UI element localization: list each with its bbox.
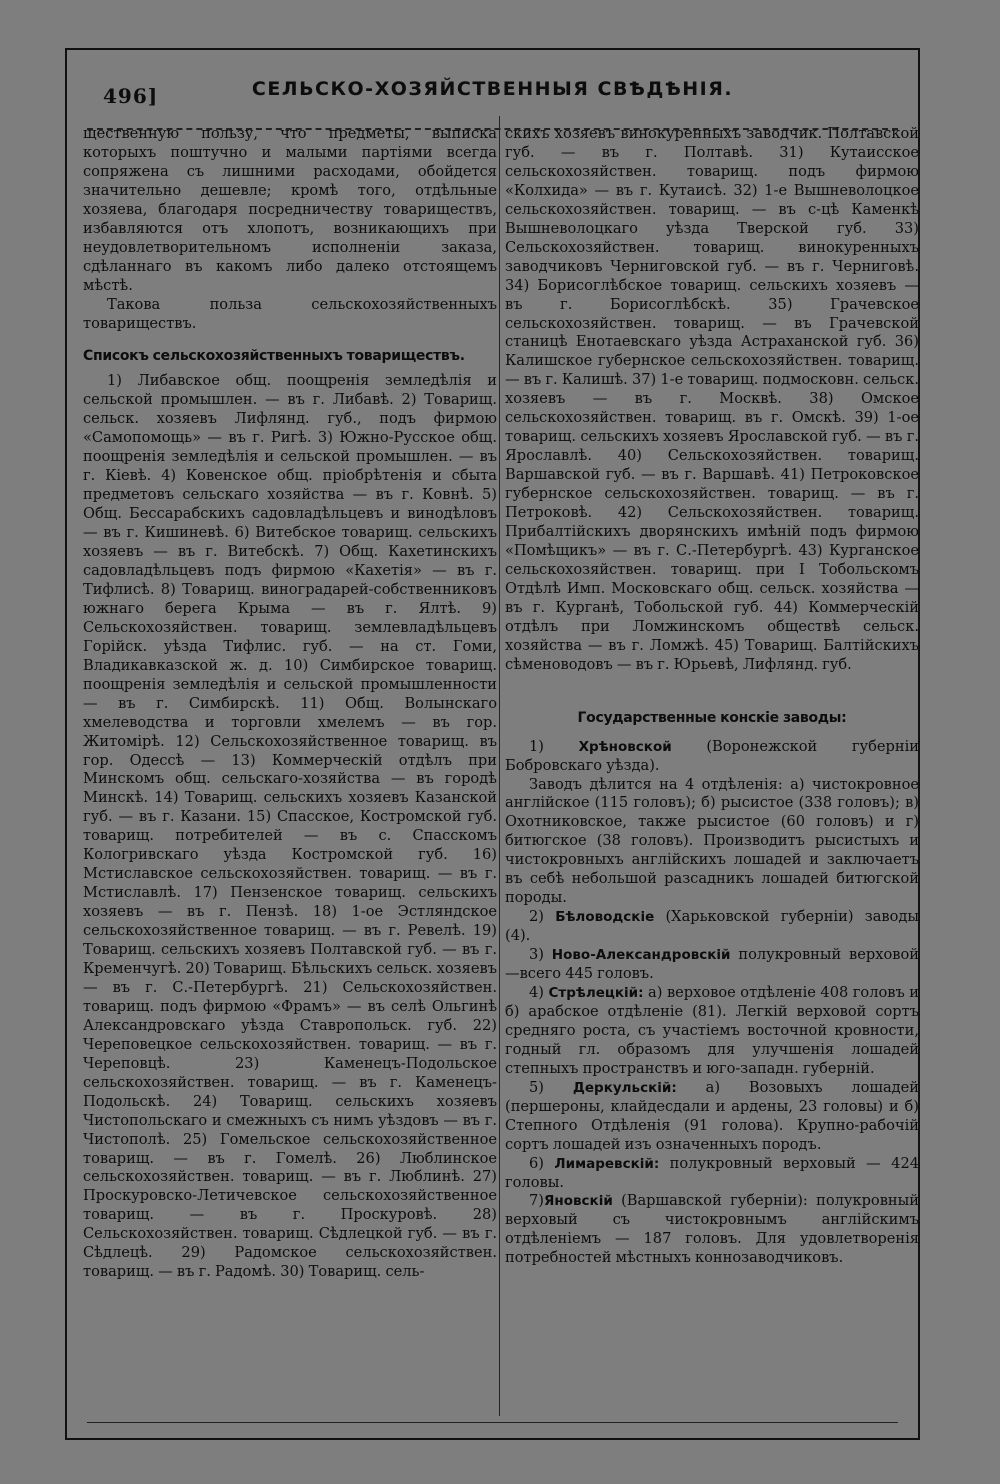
left-column	[83, 125, 497, 1282]
running-title: СЕЛЬСКО-ХОЗЯЙСТВЕННЫЯ СВѢДѢНІЯ.	[251, 78, 734, 100]
bottom-rule	[87, 1422, 898, 1423]
stud-farm-item	[505, 946, 919, 984]
stud-farm-text: Заводъ дѣлится на 4 отдѣленія: а) чистокровное англійское (115 головъ); б) рысистое (338 головъ); в) Охотниковское, также рысистое (60 головъ) и г) битюгское (38 головъ). Производитъ рысистыхъ и чистокровныхъ англійскихъ лошадей и заключаетъ въ себѣ небольшой разсадникъ лошадей битюгской породы.	[505, 775, 919, 907]
item-number: 3)	[529, 946, 544, 964]
section-heading-cooperatives: Списокъ сельскохозяйственныхъ товариществъ.	[83, 348, 465, 365]
item-number: 2)	[529, 908, 544, 926]
cooperatives-list: 1) Либавское общ. поощренія земледѣлія и сельской промышлен. — въ г. Либавѣ. 2) Товарищ. сельск. хозяевъ Лифлянд. губ., подъ фирмою «Самопомощь» — въ г. Ригѣ. 3) Южно-Русское общ. поощренія земледѣлія и сельской промышлен. — въ г. Кіевѣ. 4) Ковенское общ. пріобрѣтенія и сбыта предметовъ сельскаго хозяйства — въ г. Ковнѣ. 5) Общ. Бессарабскихъ садовладѣльцевъ и винодѣловъ — въ г. Кишиневѣ. 6) Витебское товарищ. сельскихъ хозяевъ — въ г. Витебскѣ. 7) Общ. Кахетинскихъ садовладѣльцевъ подъ фирмою «Кахетія» — въ г. Тифлисѣ. 8) Товарищ. виноградарей-собственниковъ южнаго берега Крыма — въ г. Ялтѣ. 9) Сельскохозяйствен. товарищ. землевладѣльцевъ Горійск. уѣзда Тифлис. губ. — на ст. Гоми, Владикавказской ж. д. 10) Симбирское товарищ. поощренія земледѣлія и сельской промышленности — въ г. Симбирскѣ. 11) Общ. Волынскаго хмелеводства и торговли хмелемъ — въ гор. Житомірѣ. 12) Сельскохозяйственное товарищ. въ гор. Одессѣ — 13) Коммерческій отдѣлъ при Минскомъ общ. сельскаго-хозяйства — въ городѣ Минскѣ. 14) Товарищ. сельскихъ хозяевъ Казанской губ. — въ г. Казани. 15) Спасское, Костромской губ. товарищ. потребителей — въ с. Спасскомъ Кологривскаго уѣзда Костромской губ. 16) Мстиславское сельскохозяйствен. товарищ. — въ г. Мстиславлѣ. 17) Пензенское товарищ. сельскихъ хозяевъ — въ г. Пензѣ. 18) 1-ое Эстляндское сельскохозяйственное товарищ. — въ г. Ревелѣ. 19) Товарищ. сельскихъ хозяевъ Полтавской губ. — въ г. Кременчугѣ. 20) Товарищ. Бѣльскихъ сельск. хозяевъ — въ г. С.-Петербургѣ. 21) Сельскохозяйствен. товарищ. подъ фирмою «Фрамъ» — въ селѣ Ольгинѣ Александровскаго уѣзда Ставропольск. губ. 22) Череповецкое сельскохозяйствен. товарищ. — въ г. Череповцѣ. 23) Каменецъ-Подольское сельскохозяйствен. товарищ. — въ г. Каменецъ-Подольскѣ. 24) Товарищ. сельскихъ хозяевъ Чистопольскаго и смежныхъ съ нимъ уѣздовъ — въ г. Чистополѣ. 25) Гомельское сельскохозяйственное товарищ. — въ г. Гомелѣ. 26) Люблинское сельскохозяйствен. товарищ. — въ г. Люблинѣ. 27) Проскуровско-Летичевское сельскохозяйственное товарищ. — въ г. Проскуровѣ. 28) Сельскохозяйствен. товарищ. Сѣдлецкой губ. — въ г. Сѣдлецѣ. 29) Радомское сельскохозяйствен. товарищ. — въ г. Радомѣ. 30) Товарищ. сель-	[83, 372, 497, 1281]
item-number: 6)	[529, 1154, 544, 1172]
intro-paragraph: щественную пользу, что предметы, выписка которыхъ поштучно и малыми партіями всегда сопряжена съ лишними расходами, обойдется значительно дешевле; кромѣ того, отдѣльные хозяева, благодаря посредничеству товариществъ, избавляются отъ хлопотъ, возникающихъ при неудовлетворительномъ исполненіи заказа, сдѣланнаго въ какомъ либо далеко отстоящемъ мѣстѣ.	[83, 125, 497, 294]
stud-farm-item	[505, 1079, 919, 1155]
stud-farm-name: Бѣловодскіе	[555, 909, 655, 926]
cooperatives-list-continued: скихъ хозяевъ винокуренныхъ заводчик. Полтавской губ. — въ г. Полтавѣ. 31) Кутаисское сельскохозяйствен. товарищ. подъ фирмою «Колхида» — въ г. Кутаисѣ. 32) 1-е Вышневолоцкое сельскохозяйствен. товарищ. — въ с-цѣ Каменкѣ Вышневолоцкаго уѣзда Тверской губ. 33) Сельскохозяйствен. товарищ. винокуренныхъ заводчиковъ Черниговской губ. — въ г. Черниговѣ. 34) Борисоглѣбское товарищ. сельскихъ хозяевъ — въ г. Борисоглѣбскѣ. 35) Грачевское сельскохозяйствен. товарищ. — въ Грачевской станицѣ Енотаевскаго уѣзда Астраханской губ. 36) Калишское губернское сельскохозяйствен. товарищ. — въ г. Калишѣ. 37) 1-е товарищ. подмосковн. сельск. хозяевъ — въ г. Москвѣ. 38) Омское сельскохозяйствен. товарищ. въ г. Омскѣ. 39) 1-ое товарищ. сельскихъ хозяевъ Ярославской губ. — въ г. Ярославлѣ. 40) Сельскохозяйствен. товарищ. Варшавской губ. — въ г. Варшавѣ. 41) Петроковское губернское сельскохозяйствен. товарищ. — въ г. Петроковѣ. 42) Сельскохозяйствен. товарищ. Прибалтійскихъ дворянскихъ имѣній подъ фирмою «Помѣщикъ» — въ г. С.-Петербургѣ. 43) Курганское сельскохозяйствен. товарищ. при I Тобольскомъ Отдѣлѣ Имп. Московскаго общ. сельск. хозяйства — въ г. Курганѣ, Тобольской губ. 44) Коммерческій отдѣлъ при Ломжинскомъ обществѣ сельск. хозяйства — въ г. Ломжѣ. 45) Товарищ. Балтійскихъ сѣменоводовъ — въ г. Юрьевѣ, Лифлянд. губ.	[505, 125, 919, 673]
stud-farm-text: (Харьковской губерніи) заводы (4).	[505, 908, 919, 945]
column-divider	[499, 116, 500, 1416]
stud-farm-item	[505, 738, 919, 776]
stud-farm-text: полукровный верховой—всего 445 головъ.	[505, 946, 919, 983]
summary-paragraph: Такова польза сельскохозяйственныхъ товариществъ.	[83, 295, 497, 332]
stud-farm-item	[505, 1155, 919, 1193]
stud-farm-text: полукровный верховый — 424 головы.	[505, 1154, 920, 1191]
item-number: 7)	[529, 1192, 544, 1210]
page-header	[67, 72, 918, 116]
section-heading-stud-farms: Государственные конскіе заводы:	[577, 709, 847, 726]
item-number: 4)	[529, 983, 544, 1001]
book-page	[65, 48, 920, 1440]
stud-farm-name: Яновскій	[543, 1193, 613, 1210]
page-number: 496]	[103, 84, 159, 108]
stud-farm-name: Стрѣлецкій:	[548, 984, 644, 1001]
stud-farm-name: Лимаревскій:	[554, 1155, 660, 1172]
right-column	[505, 125, 919, 1268]
stud-farm-text: (Варшавской губерніи): полукровный верховый съ чистокровнымъ англійскимъ отдѣленіемъ — 187 головъ. Для удовлетворенія потребностей мѣстныхъ коннозаводчиковъ.	[505, 1192, 919, 1267]
stud-farm-item	[505, 984, 919, 1079]
stud-farm-name: Ново-Александровскій	[551, 947, 731, 964]
stud-farm-item	[505, 1192, 919, 1268]
item-number: 5)	[529, 1078, 544, 1096]
stud-farm-name: Деркульскій:	[572, 1079, 677, 1096]
stud-farm-text: (Воронежской губерніи Бобровскаго уѣзда).	[505, 737, 920, 774]
stud-farm-text: а) верховое отдѣленіе 408 головъ и б) арабское отдѣленіе (81). Легкій верховой сортъ средняго роста, съ участіемъ восточной кровности, годный гл. образомъ для улучшенія лошадей степныхъ пространствъ и юго-западн. губерній.	[505, 983, 919, 1077]
stud-farm-name: Хрѣновской	[578, 738, 672, 755]
stud-farm-text: а) Возовыхъ лошадей (першероны, клайдесдали и ардены, 23 головы) и б) Степного Отдѣленія (91 голова). Крупно-рабочій сортъ лошадей изъ означенныхъ породъ.	[505, 1078, 920, 1153]
stud-farm-item	[505, 908, 919, 946]
stud-farm-item	[505, 776, 919, 909]
item-number: 1)	[529, 737, 544, 755]
